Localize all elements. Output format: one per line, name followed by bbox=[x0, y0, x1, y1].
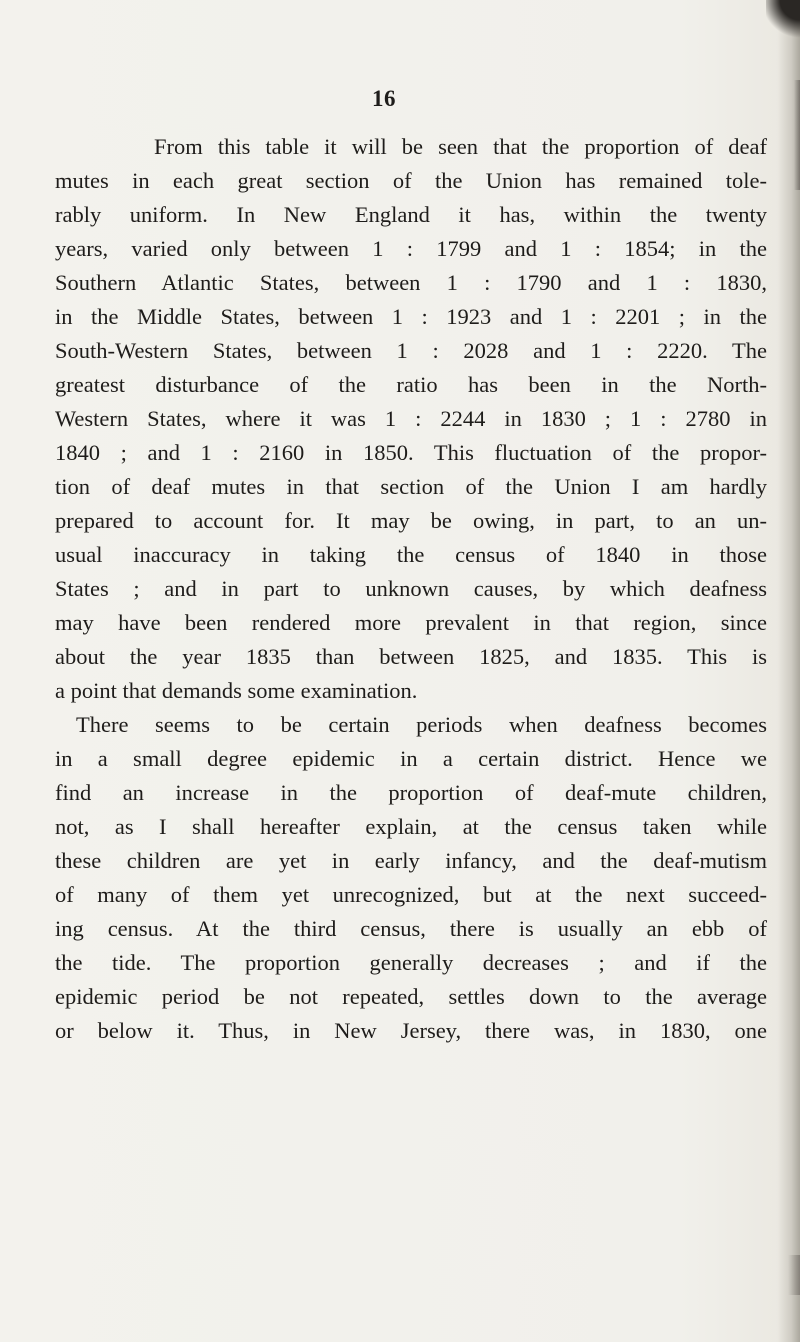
text-line: prepared to account for. It may be owing, in part, to an un- bbox=[55, 508, 767, 533]
text-line: usual inaccuracy in taking the census of 1840 in those bbox=[55, 542, 767, 567]
text-line: mutes in each great section of the Union has remained tole- bbox=[55, 168, 767, 193]
text-line: Western States, where it was 1 : 2244 in 1830 ; 1 : 2780 in bbox=[55, 406, 767, 431]
page-corner-mark bbox=[766, 0, 800, 40]
text-line: South-Western States, between 1 : 2028 and 1 : 2220. The bbox=[55, 338, 767, 363]
text-line: ing census. At the third census, there is usually an ebb of bbox=[55, 916, 767, 941]
text-line: not, as I shall hereafter explain, at the census taken while bbox=[55, 814, 767, 839]
page-edge-mark bbox=[794, 80, 800, 190]
text-line: greatest disturbance of the ratio has been in the North- bbox=[55, 372, 767, 397]
text-line: in a small degree epidemic in a certain district. Hence we bbox=[55, 746, 767, 771]
text-line: years, varied only between 1 : 1799 and 1 : 1854; in the bbox=[55, 236, 767, 261]
text-line: the tide. The proportion generally decreases ; and if the bbox=[55, 950, 767, 975]
text-line: epidemic period be not repeated, settles down to the average bbox=[55, 984, 767, 1009]
text-line: rably uniform. In New England it has, within the twenty bbox=[55, 202, 767, 227]
text-line: about the year 1835 than between 1825, and 1835. This is bbox=[55, 644, 767, 669]
text-line: tion of deaf mutes in that section of the Union I am hardly bbox=[55, 474, 767, 499]
text-line: States ; and in part to unknown causes, by which deafness bbox=[55, 576, 767, 601]
text-line: a point that demands some examination. bbox=[55, 678, 418, 703]
text-line: these children are yet in early infancy, and the deaf-mutism bbox=[55, 848, 767, 873]
text-line: of many of them yet unrecognized, but at the next succeed- bbox=[55, 882, 767, 907]
text-line: 1840 ; and 1 : 2160 in 1850. This fluctuation of the propor- bbox=[55, 440, 767, 465]
text-line: From this table it will be seen that the proportion of deaf bbox=[154, 134, 767, 159]
page-edge-shadow bbox=[778, 0, 800, 1342]
text-line: in the Middle States, between 1 : 1923 and 1 : 2201 ; in the bbox=[55, 304, 767, 329]
text-line: Southern Atlantic States, between 1 : 1790 and 1 : 1830, bbox=[55, 270, 767, 295]
page-number: 16 bbox=[372, 86, 396, 111]
text-line: There seems to be certain periods when deafness becomes bbox=[76, 712, 767, 737]
page-edge-mark bbox=[788, 1255, 800, 1295]
text-line: may have been rendered more prevalent in that region, since bbox=[55, 610, 767, 635]
text-line: or below it. Thus, in New Jersey, there was, in 1830, one bbox=[55, 1018, 767, 1043]
text-line: find an increase in the proportion of deaf-mute children, bbox=[55, 780, 767, 805]
